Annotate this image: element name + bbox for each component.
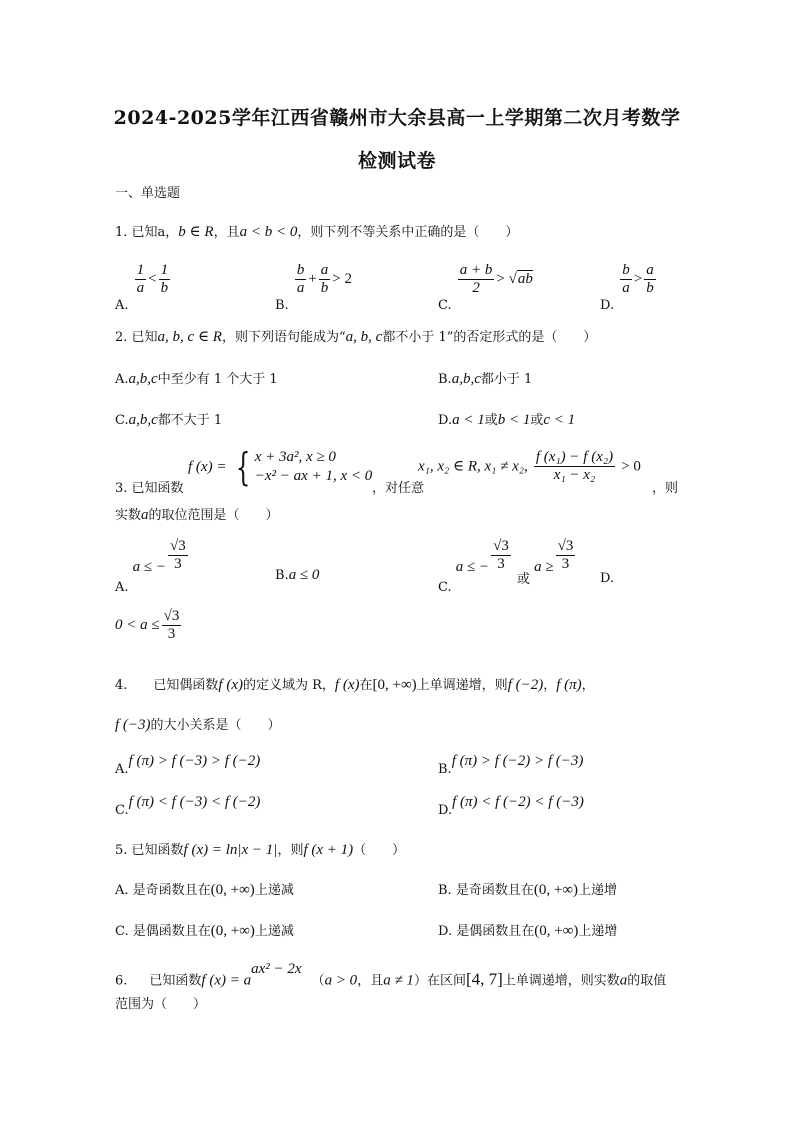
question-4-stem: 4. 已知偶函数f (x)的定义域为 R，f (x)在[0, +∞)上单调递增，则f (−2)，f (π)， — [115, 677, 595, 693]
page-title: 2024-2025学年江西省赣州市大余县高一上学期第二次月考数学 — [113, 107, 681, 129]
section-heading: 一、单选题 — [115, 186, 181, 201]
question-2-option-a: A.a,b,c中至少有 1 个大于 1 — [115, 371, 278, 387]
question-1-option-b: B. $\frac{b}{a}$ + $\frac{a}{b}$ > 2 — [275, 262, 353, 313]
question-5-stem: 5. 已知函数f (x) = ln|x − 1|，则f (x + 1)（ ） — [115, 842, 406, 858]
question-5-option-d: D. 是偶函数且在(0, +∞)上递增 — [438, 923, 618, 939]
question-4-option-d: D.f (π) < f (−2) < f (−3) — [438, 794, 584, 818]
question-4-option-b: B.f (π) > f (−2) > f (−3) — [438, 753, 584, 777]
question-1-stem: 1. 已知a，b ∈ R，且a < b < 0，则下列不等关系中正确的是（ ） — [115, 224, 519, 240]
question-3-option-c: C. a ≤ − $\frac{√3}{3}$ 或 a ≥ $\frac{√3}{3}$ — [438, 538, 574, 595]
question-3-option-d-label: D. — [600, 571, 615, 586]
question-5-option-c: C. 是偶函数且在(0, +∞)上递减 — [115, 923, 294, 939]
question-3-condition: x₁, x₂ ∈ R, x₁ ≠ x₂, $\frac{\text{f (x₁) − f (x₂)}}{\text{x₁ − x₂}}$ > 0 — [418, 449, 641, 483]
question-6-stem: 6. 已知函数f $(x) = a^{ax^2 - 2x}(a > 0$，且a ≠ 1）在区间[4, 7]上单调递增，则实数a的取值 — [115, 961, 667, 989]
question-3-piecewise: f (x) = { x + 3a², x ≥ 0 −x² − ax + 1, x < 0 — [188, 445, 373, 489]
question-1-option-a: A. $\frac{1}{a}$ < $\frac{1}{b}$ — [115, 262, 169, 313]
question-4-option-a: A.f (π) > f (−3) > f (−2) — [115, 753, 261, 777]
question-3-option-a: A. a ≤ − $\frac{√3}{3}$ — [115, 538, 186, 595]
question-3-option-d: 0 < a ≤ $\frac{√3}{3}$ — [115, 608, 180, 642]
question-3-line2: 实数a的取位范围是（ ） — [115, 507, 279, 523]
question-3-option-b: B.a ≤ 0 — [275, 567, 320, 583]
question-3-label: 3. 已知函数 — [115, 481, 184, 496]
question-1-option-d: D. $\frac{b}{a}$ > $\frac{a}{b}$ — [600, 262, 654, 313]
question-5-option-a: A. 是奇函数且在(0, +∞)上递减 — [115, 882, 294, 898]
question-2-option-b: B.a,b,c都小于 1 — [438, 371, 533, 387]
question-3-then: ，则 — [652, 481, 679, 496]
question-4-stem-line2: f (−3)的大小关系是（ ） — [115, 717, 281, 733]
page-title-line2: 检测试卷 — [357, 150, 436, 172]
question-2-stem: 2. 已知a, b, c ∈ R，则下列语句能成为“a, b, c都不小于 1”的否定形式的是（ ） — [115, 329, 597, 345]
question-2-option-c: C.a,b,c都不大于 1 — [115, 412, 223, 428]
question-3-comma: ，对任意 — [372, 481, 425, 496]
question-1-option-c: C. $\frac{a + b}{2}$ > √ab — [438, 262, 533, 313]
question-6-stem-line2: 范围为（ ） — [115, 997, 207, 1012]
question-4-option-c: C.f (π) < f (−3) < f (−2) — [115, 794, 261, 818]
question-5-option-b: B. 是奇函数且在(0, +∞)上递增 — [438, 882, 617, 898]
question-2-option-d: D.a < 1或b < 1或c < 1 — [438, 412, 576, 428]
